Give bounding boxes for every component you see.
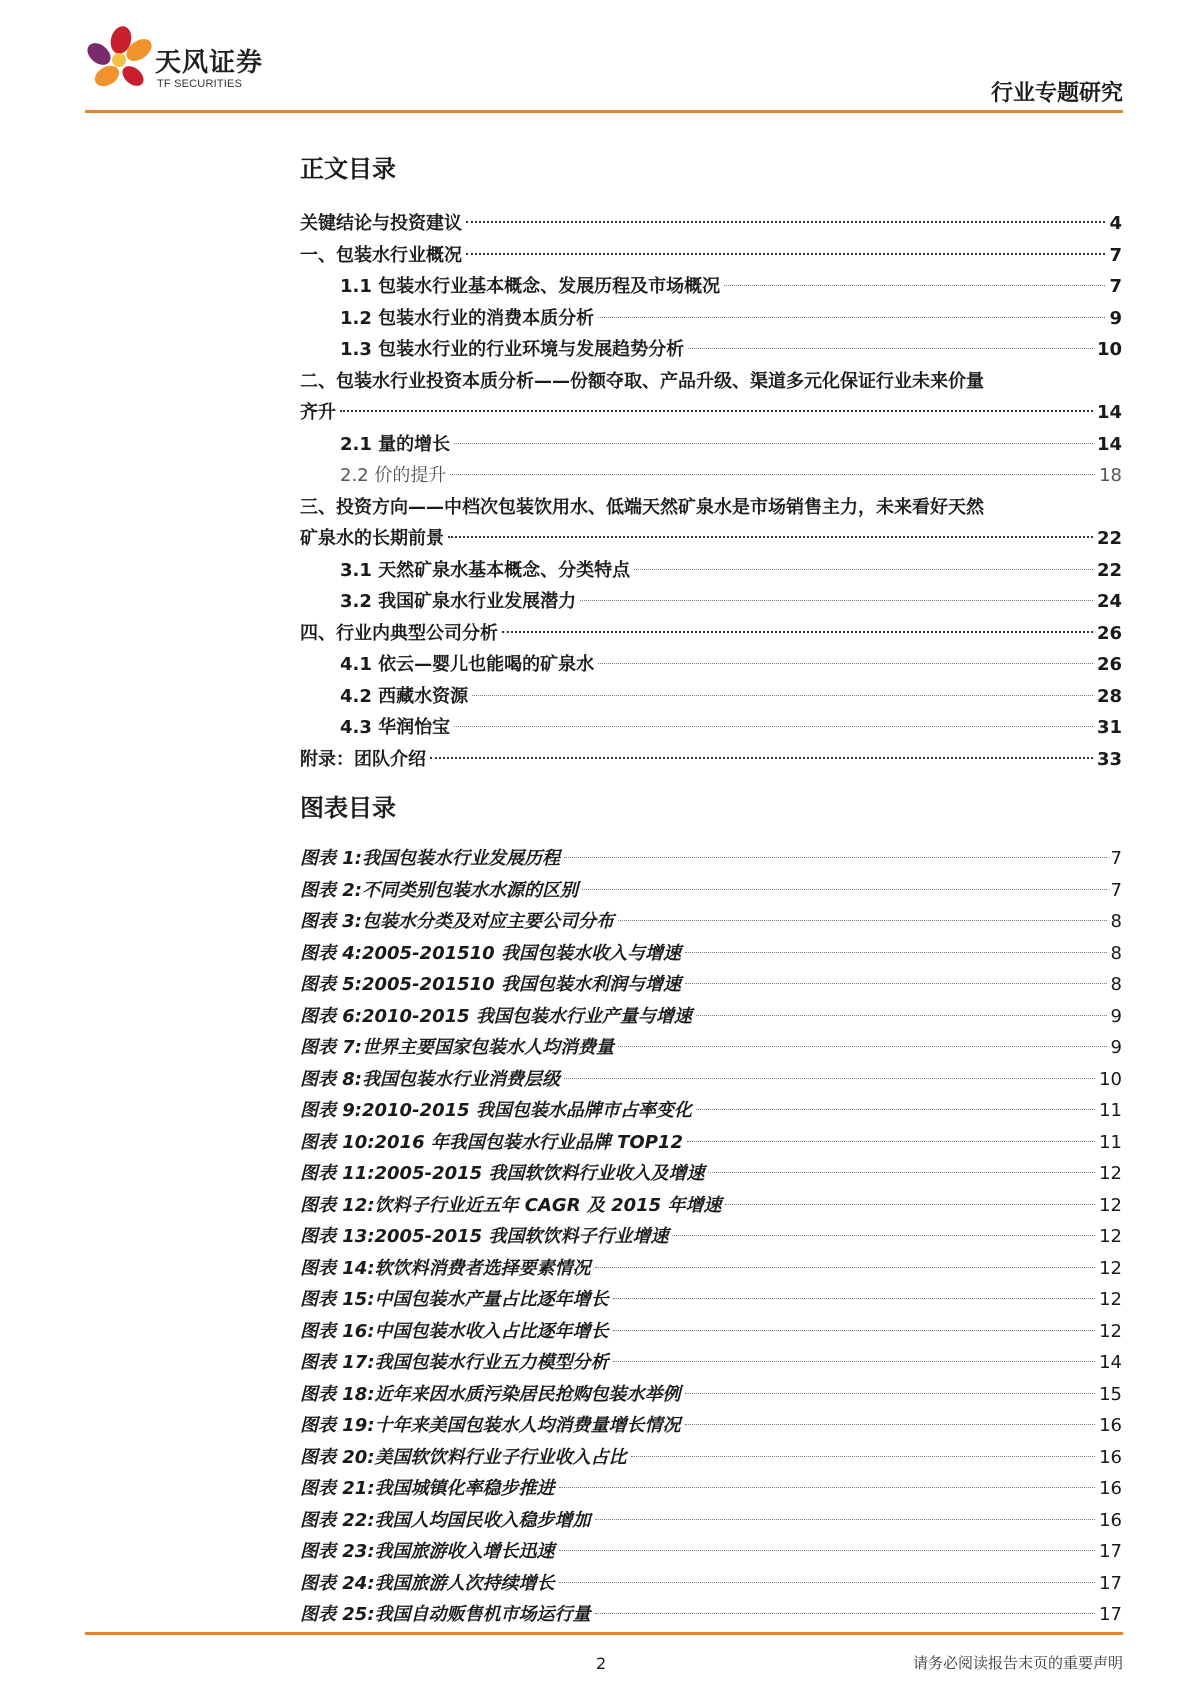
toc-entry-page: 26 [1096, 622, 1122, 644]
dot-leader [559, 1550, 1096, 1551]
toc-entry[interactable] [300, 555, 1122, 587]
figure-entry-text: 图表 22:我国人均国民收入稳步增加 [300, 1509, 591, 1531]
toc-entry-page: 22 [1096, 528, 1122, 549]
figure-entry-text: 图表 8:我国包装水行业消费层级 [300, 1068, 560, 1090]
dot-leader [696, 1109, 1095, 1110]
figure-entry-page: 14 [1099, 1352, 1122, 1373]
figure-entry-text: 图表 6:2010-2015 我国包装水行业产量与增速 [300, 1005, 692, 1027]
figure-entry[interactable] [300, 938, 1122, 970]
page-number: 2 [596, 1654, 607, 1673]
toc-entry[interactable] [300, 208, 1122, 240]
dot-leader [559, 1487, 1096, 1488]
dot-leader [454, 443, 1093, 444]
toc-entry-line1[interactable]: 二、包装水行业投资本质分析——份额夺取、产品升级、渠道多元化保证行业未来价量 [300, 370, 984, 392]
dot-leader [724, 285, 1105, 286]
dot-leader [564, 857, 1107, 858]
figure-entry[interactable] [300, 1442, 1122, 1474]
figure-entry[interactable] [300, 1032, 1122, 1064]
figure-entry-text: 图表 1:我国包装水行业发展历程 [300, 848, 560, 869]
figure-entry-page: 12 [1099, 1257, 1122, 1279]
figure-entry-page: 8 [1110, 911, 1122, 932]
figure-entry-page: 8 [1110, 974, 1122, 995]
toc-entry-page: 4 [1109, 213, 1122, 234]
figure-entry-text: 图表 7:世界主要国家包装水人均消费量 [300, 1037, 614, 1058]
figure-entry-page: 12 [1099, 1194, 1122, 1216]
dot-leader [618, 1046, 1107, 1047]
toc-entry-text: 1.3 包装水行业的行业环境与发展趋势分析 [340, 339, 685, 360]
toc-entry-text: 4.2 西藏水资源 [340, 685, 469, 707]
figure-entry-text: 图表 2:不同类别包装水水源的区别 [300, 879, 578, 901]
toc-entry-text: 齐升 [300, 402, 336, 423]
tf-securities-logo [85, 24, 265, 100]
figure-entry-page: 17 [1099, 1572, 1122, 1594]
figure-entry-page: 12 [1099, 1320, 1122, 1342]
figure-entry-text: 图表 5:2005-201510 我国包装水利润与增速 [300, 974, 681, 995]
toc-entry-text: 关键结论与投资建议 [300, 213, 462, 234]
figure-entry-text: 图表 3:包装水分类及对应主要公司分布 [300, 911, 614, 932]
figure-entry[interactable] [300, 1158, 1122, 1190]
toc-entry-text: 2.2 价的提升 [340, 465, 447, 486]
toc-entry[interactable] [300, 681, 1122, 713]
dot-leader [595, 1519, 1096, 1520]
toc-entry-page: 10 [1096, 339, 1122, 360]
logo-english-text: TF SECURITIES [157, 78, 243, 90]
toc-entry-page: 7 [1109, 276, 1122, 297]
toc-entry-text: 一、包装水行业概况 [300, 244, 462, 266]
figure-entry[interactable] [300, 969, 1122, 1001]
toc-entry-page: 14 [1096, 402, 1122, 423]
figure-entry-page: 9 [1110, 1037, 1122, 1058]
dot-leader [466, 221, 1105, 223]
figure-entry-text: 图表 13:2005-2015 我国软饮料子行业增速 [300, 1226, 669, 1247]
dot-leader [613, 1330, 1096, 1331]
figure-entry[interactable] [300, 1347, 1122, 1379]
toc-entry-page: 7 [1109, 244, 1122, 266]
dot-leader [595, 1267, 1096, 1268]
figure-entry-text: 图表 25:我国自动贩售机市场运行量 [300, 1604, 591, 1625]
figure-entry-page: 10 [1099, 1068, 1122, 1090]
figure-list-title: 图表目录 [300, 793, 396, 822]
toc-entry-page: 26 [1096, 654, 1122, 675]
figure-entry-page: 15 [1099, 1383, 1122, 1405]
figure-entry-page: 12 [1099, 1289, 1122, 1310]
dot-leader [672, 1235, 1095, 1236]
toc-entry[interactable] [300, 334, 1122, 366]
dot-leader [725, 1204, 1095, 1205]
report-type-label: 行业专题研究 [990, 80, 1123, 106]
figure-entry[interactable] [300, 1190, 1122, 1222]
dot-leader [580, 600, 1093, 601]
toc-entry-text: 四、行业内典型公司分析 [300, 622, 498, 644]
dot-leader [613, 1361, 1096, 1362]
toc-entry[interactable] [300, 460, 1122, 492]
dot-leader [685, 983, 1107, 984]
toc-entry[interactable] [300, 397, 1122, 429]
figure-entry-text: 图表 10:2016 年我国包装水行业品牌 TOP12 [300, 1131, 683, 1153]
toc-entry-page: 24 [1096, 591, 1122, 612]
toc-entry-line1[interactable]: 三、投资方向——中档次包装饮用水、低端天然矿泉水是市场销售主力，未来看好天然 [300, 496, 984, 518]
figure-entry-text: 图表 17:我国包装水行业五力模型分析 [300, 1352, 609, 1373]
figure-entry[interactable] [300, 1095, 1122, 1127]
toc-entry-text: 3.2 我国矿泉水行业发展潜力 [340, 591, 577, 612]
figure-entry-page: 17 [1099, 1541, 1122, 1562]
figure-entry-text: 图表 21:我国城镇化率稳步推进 [300, 1478, 555, 1499]
dot-leader [708, 1172, 1095, 1173]
figure-entry[interactable] [300, 1505, 1122, 1537]
figure-entry-page: 16 [1099, 1415, 1122, 1436]
toc-entry-page: 33 [1096, 748, 1122, 770]
figure-entry-text: 图表 4:2005-201510 我国包装水收入与增速 [300, 942, 681, 964]
figure-entry[interactable] [300, 1253, 1122, 1285]
dot-leader [502, 631, 1093, 633]
toc-entry-text: 1.1 包装水行业基本概念、发展历程及市场概况 [340, 276, 721, 297]
logo-chinese-text: 天风证券 [155, 48, 264, 78]
figure-entry-page: 12 [1099, 1226, 1122, 1247]
figure-entry-page: 7 [1110, 848, 1122, 869]
figure-entry-page: 17 [1099, 1604, 1122, 1625]
figure-entry-text: 图表 9:2010-2015 我国包装水品牌市占率变化 [300, 1100, 692, 1121]
figure-entry-page: 12 [1099, 1163, 1122, 1184]
toc-entry-text: 矿泉水的长期前景 [300, 528, 444, 549]
dot-leader [598, 663, 1093, 664]
toc-entry-text: 1.2 包装水行业的消费本质分析 [340, 307, 595, 329]
figure-entry-text: 图表 18:近年来因水质污染居民抢购包装水举例 [300, 1383, 681, 1405]
figure-entry-page: 9 [1110, 1005, 1122, 1027]
toc-entry-page: 31 [1096, 717, 1122, 738]
figure-entry[interactable] [300, 1473, 1122, 1505]
footer-divider [85, 1632, 1123, 1635]
dot-leader [688, 348, 1093, 349]
dot-leader [430, 757, 1093, 759]
dot-leader [472, 695, 1093, 696]
figure-entry[interactable] [300, 1284, 1122, 1316]
dot-leader [598, 317, 1105, 318]
figure-entry[interactable] [300, 1316, 1122, 1348]
figure-entry[interactable] [300, 1410, 1122, 1442]
dot-leader [564, 1078, 1095, 1079]
dot-leader [631, 1456, 1096, 1457]
toc-entry[interactable] [300, 744, 1122, 776]
figure-entry-page: 8 [1110, 942, 1122, 964]
dot-leader [685, 1393, 1096, 1394]
dot-leader [559, 1582, 1096, 1583]
dot-leader [582, 889, 1107, 890]
toc-entry[interactable] [300, 523, 1122, 555]
figure-entry-text: 图表 16:中国包装水收入占比逐年增长 [300, 1320, 609, 1342]
toc-entry[interactable] [300, 712, 1122, 744]
figure-entry-text: 图表 20:美国软饮料行业子行业收入占比 [300, 1446, 627, 1468]
toc-entry-page: 14 [1096, 433, 1122, 455]
dot-leader [454, 726, 1093, 727]
toc-entry-text: 3.1 天然矿泉水基本概念、分类特点 [340, 559, 631, 581]
document-body [300, 150, 1122, 1631]
toc-list [300, 208, 1122, 775]
page-header [85, 24, 1123, 110]
figure-entry[interactable] [300, 875, 1122, 907]
figure-entry[interactable] [300, 843, 1122, 875]
dot-leader [696, 1015, 1107, 1016]
dot-leader [595, 1613, 1096, 1614]
toc-entry-page: 18 [1099, 465, 1122, 486]
figure-entry-page: 11 [1099, 1131, 1122, 1153]
dot-leader [685, 952, 1107, 953]
toc-entry[interactable] [300, 271, 1122, 303]
dot-leader [687, 1141, 1095, 1142]
dot-leader [685, 1424, 1096, 1425]
toc-entry[interactable] [300, 586, 1122, 618]
figure-entry[interactable] [300, 1064, 1122, 1096]
figure-entry-page: 7 [1110, 879, 1122, 901]
toc-entry-text: 4.1 依云—婴儿也能喝的矿泉水 [340, 654, 595, 675]
figure-entry[interactable] [300, 906, 1122, 938]
figure-entry-text: 图表 24:我国旅游人次持续增长 [300, 1572, 555, 1594]
figure-entry[interactable] [300, 1001, 1122, 1033]
dot-leader [618, 920, 1107, 921]
figure-entry[interactable] [300, 1599, 1122, 1631]
toc-entry[interactable] [300, 429, 1122, 461]
figure-entry-text: 图表 19:十年来美国包装水人均消费量增长情况 [300, 1415, 681, 1436]
toc-entry-page: 9 [1109, 307, 1122, 329]
dot-leader [450, 474, 1095, 475]
toc-entry-text: 2.1 量的增长 [340, 433, 451, 455]
toc-entry-text: 附录：团队介绍 [300, 748, 426, 770]
dot-leader [466, 253, 1105, 255]
figure-entry-page: 16 [1099, 1478, 1122, 1499]
figure-entry-text: 图表 11:2005-2015 我国软饮料行业收入及增速 [300, 1163, 705, 1184]
figure-entry-page: 11 [1099, 1100, 1122, 1121]
dot-leader [634, 569, 1093, 570]
footer-disclaimer: 请务必阅读报告末页的重要声明 [912, 1654, 1123, 1672]
toc-entry[interactable] [300, 649, 1122, 681]
figure-entry[interactable] [300, 1221, 1122, 1253]
toc-entry[interactable] [300, 303, 1122, 335]
dot-leader [448, 536, 1093, 538]
figure-entry-text: 图表 23:我国旅游收入增长迅速 [300, 1541, 555, 1562]
figure-entry-page: 16 [1099, 1446, 1122, 1468]
dot-leader [340, 410, 1093, 412]
figure-entry-text: 图表 15:中国包装水产量占比逐年增长 [300, 1289, 609, 1310]
toc-entry-page: 22 [1096, 559, 1122, 581]
toc-entry[interactable] [300, 618, 1122, 650]
figure-entry-page: 16 [1099, 1509, 1122, 1531]
flower-logo-icon [85, 24, 155, 94]
figure-entry-text: 图表 14:软饮料消费者选择要素情况 [300, 1257, 591, 1279]
toc-title: 正文目录 [300, 154, 396, 183]
figure-entry-text: 图表 12:饮料子行业近五年 CAGR 及 2015 年增速 [300, 1194, 722, 1216]
toc-entry-text: 4.3 华润怡宝 [340, 717, 451, 738]
figure-entry[interactable] [300, 1379, 1122, 1411]
toc-entry-page: 28 [1096, 685, 1122, 707]
figure-list [300, 843, 1122, 1631]
figure-entry[interactable] [300, 1568, 1122, 1600]
figure-entry[interactable] [300, 1536, 1122, 1568]
dot-leader [613, 1298, 1096, 1299]
toc-entry[interactable] [300, 240, 1122, 272]
figure-entry[interactable] [300, 1127, 1122, 1159]
header-divider [85, 110, 1123, 113]
